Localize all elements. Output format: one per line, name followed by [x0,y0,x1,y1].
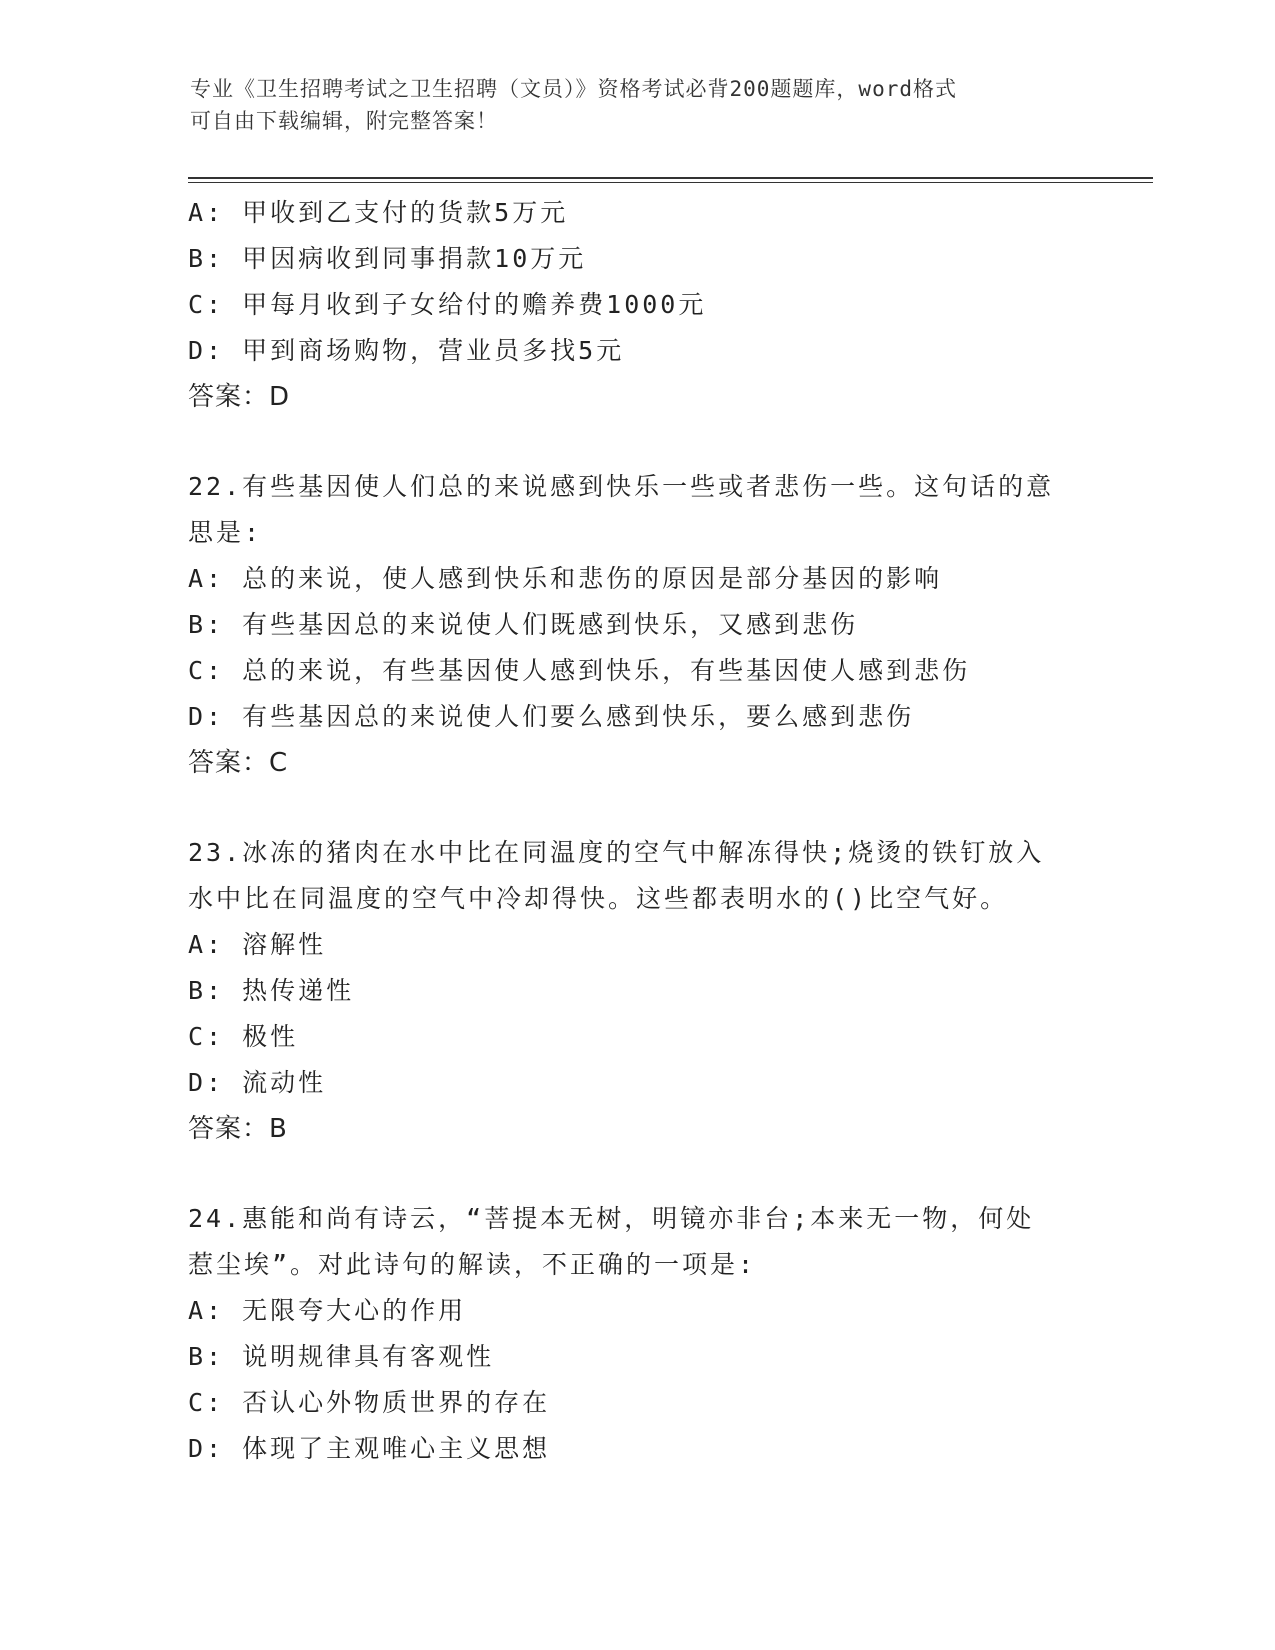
header-line-2: 可自由下载编辑，附完整答案！ [190,109,498,133]
question-24-stem-line-1: 24.惠能和尚有诗云，“菩提本无树，明镜亦非台;本来无一物，何处 [188,1204,1035,1233]
question-24-block [188,1196,1088,1472]
question-22-option-a: A: 总的来说，使人感到快乐和悲伤的原因是部分基因的影响 [188,564,943,593]
question-22-option-c: C: 总的来说，有些基因使人感到快乐，有些基因使人感到悲伤 [188,656,971,685]
question-list [188,190,1088,1472]
document-header [190,73,1090,137]
question-23-stem-line-1: 23.冰冻的猪肉在水中比在同温度的空气中解冻得快;烧烫的铁钉放入 [188,838,1045,867]
question-24-option-d: D: 体现了主观唯心主义思想 [188,1434,551,1463]
question-21-option-c: C: 甲每月收到子女给付的赡养费1000元 [188,290,707,319]
question-22-stem-line-1: 22.有些基因使人们总的来说感到快乐一些或者悲伤一些。这句话的意 [188,472,1055,501]
question-21-option-d: D: 甲到商场购物，营业员多找5元 [188,336,625,365]
question-21-block [188,190,1088,420]
question-22-block [188,464,1088,786]
question-23-answer: 答案：B [188,1114,288,1144]
question-23-option-b: B: 热传递性 [188,976,355,1005]
question-23-option-d: D: 流动性 [188,1068,327,1097]
question-23-stem-line-2: 水中比在同温度的空气中冷却得快。这些都表明水的()比空气好。 [188,884,1009,913]
header-divider-thick [188,177,1153,179]
question-24-option-a: A: 无限夸大心的作用 [188,1296,467,1325]
question-21-option-a: A: 甲收到乙支付的货款5万元 [188,198,569,227]
question-23-block [188,830,1088,1152]
header-divider-thin [188,182,1153,183]
header-line-1: 专业《卫生招聘考试之卫生招聘（文员）》资格考试必背200题题库，word格式 [190,77,957,101]
question-24-option-b: B: 说明规律具有客观性 [188,1342,495,1371]
question-22-stem-line-2: 思是: [188,518,263,547]
question-22-answer: 答案：C [188,748,289,778]
question-23-option-c: C: 极性 [188,1022,299,1051]
question-21-option-b: B: 甲因病收到同事捐款10万元 [188,244,587,273]
question-22-option-b: B: 有些基因总的来说使人们既感到快乐，又感到悲伤 [188,610,859,639]
question-23-option-a: A: 溶解性 [188,930,327,959]
question-24-option-c: C: 否认心外物质世界的存在 [188,1388,551,1417]
question-21-answer: 答案：D [188,382,291,412]
question-22-option-d: D: 有些基因总的来说使人们要么感到快乐，要么感到悲伤 [188,702,915,731]
question-24-stem-line-2: 惹尘埃”。对此诗句的解读，不正确的一项是: [188,1250,757,1279]
